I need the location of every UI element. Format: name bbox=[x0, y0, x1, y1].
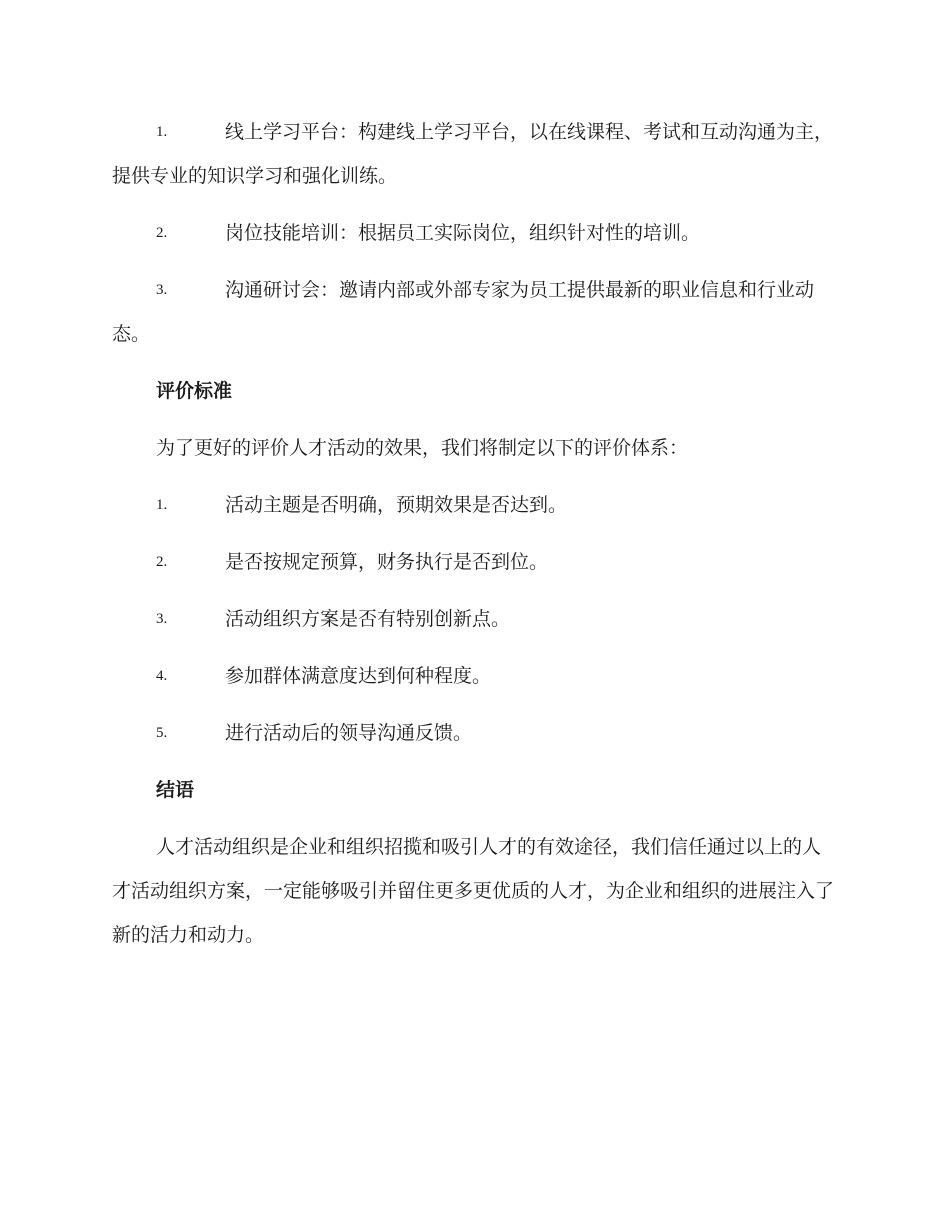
list-number: 1. bbox=[156, 497, 168, 513]
list-item bbox=[112, 268, 834, 356]
list-number: 4. bbox=[156, 668, 168, 684]
list-text: 沟通研讨会：邀请内部或外部专家为员工提供最新的职业信息和行业动态。 bbox=[112, 279, 815, 345]
list-number: 5. bbox=[156, 725, 168, 741]
list-number: 1. bbox=[156, 124, 168, 140]
list-text: 活动主题是否明确，预期效果是否达到。 bbox=[225, 494, 568, 516]
list-item bbox=[112, 597, 834, 641]
list-number: 3. bbox=[156, 611, 168, 627]
document-content bbox=[112, 110, 834, 970]
list-text: 线上学习平台：构建线上学习平台，以在线课程、考试和互动沟通为主，提供专业的知识学习和强化训练。 bbox=[112, 121, 834, 187]
list-number: 3. bbox=[156, 282, 168, 298]
section-heading-conclusion: 结语 bbox=[156, 779, 195, 801]
list-text: 参加群体满意度达到何种程度。 bbox=[225, 665, 492, 687]
list-number: 2. bbox=[156, 225, 168, 241]
list-item bbox=[112, 540, 834, 584]
list-item bbox=[112, 483, 834, 527]
list-text: 进行活动后的领导沟通反馈。 bbox=[225, 722, 473, 744]
section-heading-evaluation: 评价标准 bbox=[156, 380, 233, 402]
list-item bbox=[112, 211, 834, 255]
list-number: 2. bbox=[156, 554, 168, 570]
list-item bbox=[112, 711, 834, 755]
conclusion-paragraph: 人才活动组织是企业和组织招揽和吸引人才的有效途径，我们信任通过以上的人才活动组织方案，一定能够吸引并留住更多更优质的人才，为企业和组织的进展注入了新的活力和动力。 bbox=[112, 836, 835, 946]
list-text: 活动组织方案是否有特别创新点。 bbox=[225, 608, 511, 630]
list-text: 岗位技能培训：根据员工实际岗位，组织针对性的培训。 bbox=[225, 222, 701, 244]
list-item bbox=[112, 110, 834, 198]
list-item bbox=[112, 654, 834, 698]
list-text: 是否按规定预算，财务执行是否到位。 bbox=[225, 551, 549, 573]
evaluation-intro: 为了更好的评价人才活动的效果，我们将制定以下的评价体系： bbox=[156, 437, 689, 459]
